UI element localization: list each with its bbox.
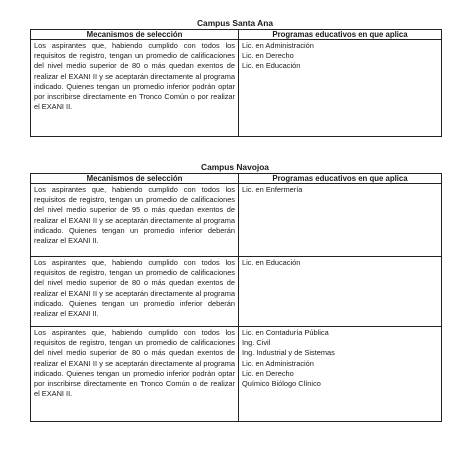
program-item: Ing. Industrial y de Sistemas xyxy=(242,348,335,358)
program-item: Lic. en Educación xyxy=(242,61,301,71)
mechanism-description: Los aspirantes que, habiendo cumplido con todos los requisitos de registro, tengan un promedio de calificaciones del nivel medio superior de 80 o más quedan exentos de realizar el EXANI II y se aceptarán directamente al programa indicado. Quienes tengan un promedio inferior podrán optar por inscribirse directamente en Tronco Común o de realizar el EXANI II. xyxy=(31,327,239,422)
mechanisms-header: Mecanismos de selección xyxy=(31,174,239,184)
navojoa-table xyxy=(30,173,442,422)
table-row xyxy=(31,40,442,137)
program-item: Lic. en Derecho xyxy=(242,368,294,378)
table-row xyxy=(31,327,442,422)
programs-header: Programas educativos en que aplica xyxy=(239,30,442,40)
mechanism-description: Los aspirantes que, habiendo cumplido con todos los requisitos de registro, tengan un promedio de calificaciones del nivel medio superior de 80 o más quedan exentos de realizar el EXANI II y se aceptarán directamente al programa indicado. Quienes tengan un promedio inferior podrán optar por inscribirse directamente en Tronco Común o por realizar el EXANI II. xyxy=(31,40,239,137)
programs-header: Programas educativos en que aplica xyxy=(239,174,442,184)
mechanism-description: Los aspirantes que, habiendo cumplido con todos los requisitos de registro, tengan un promedio de calificaciones del nivel medio superior de 80 o más quedan exentos de realizar el EXANI II y se aceptarán directamente al programa indicado. Quienes tengan un promedio inferior deberán realizar el EXANI II. xyxy=(31,257,239,327)
program-item: Ing. Civil xyxy=(242,338,271,348)
table-row xyxy=(31,184,442,257)
program-item: Lic. en Contaduría Pública xyxy=(242,328,329,337)
program-list xyxy=(239,40,442,137)
program-item: Lic. en Administración xyxy=(242,358,314,368)
table-header-row xyxy=(31,30,442,40)
program-item: Lic. en Enfermería xyxy=(242,185,303,194)
program-item: Lic. en Derecho xyxy=(242,51,294,61)
program-list xyxy=(239,257,442,327)
campus-title-navojoa: Campus Navojoa xyxy=(201,162,269,172)
program-item: Lic. en Educación xyxy=(242,258,301,267)
program-list xyxy=(239,327,442,422)
program-list xyxy=(239,184,442,257)
mechanism-description: Los aspirantes que, habiendo cumplido con todos los requisitos de registro, tengan un promedio de calificaciones del nivel medio superior de 95 o más quedan exentos de realizar el EXANI II y se aceptarán directamente al programa indicado. Quienes tengan un promedio inferior deberán realizar el EXANI II. xyxy=(31,184,239,257)
santa-ana-table xyxy=(30,29,442,137)
table-header-row xyxy=(31,174,442,184)
campus-title-santa-ana: Campus Santa Ana xyxy=(196,18,273,28)
program-item: Químico Biólogo Clínico xyxy=(242,379,321,389)
program-item: Lic. en Administración xyxy=(242,41,314,50)
mechanisms-header: Mecanismos de selección xyxy=(31,30,239,40)
table-row xyxy=(31,257,442,327)
